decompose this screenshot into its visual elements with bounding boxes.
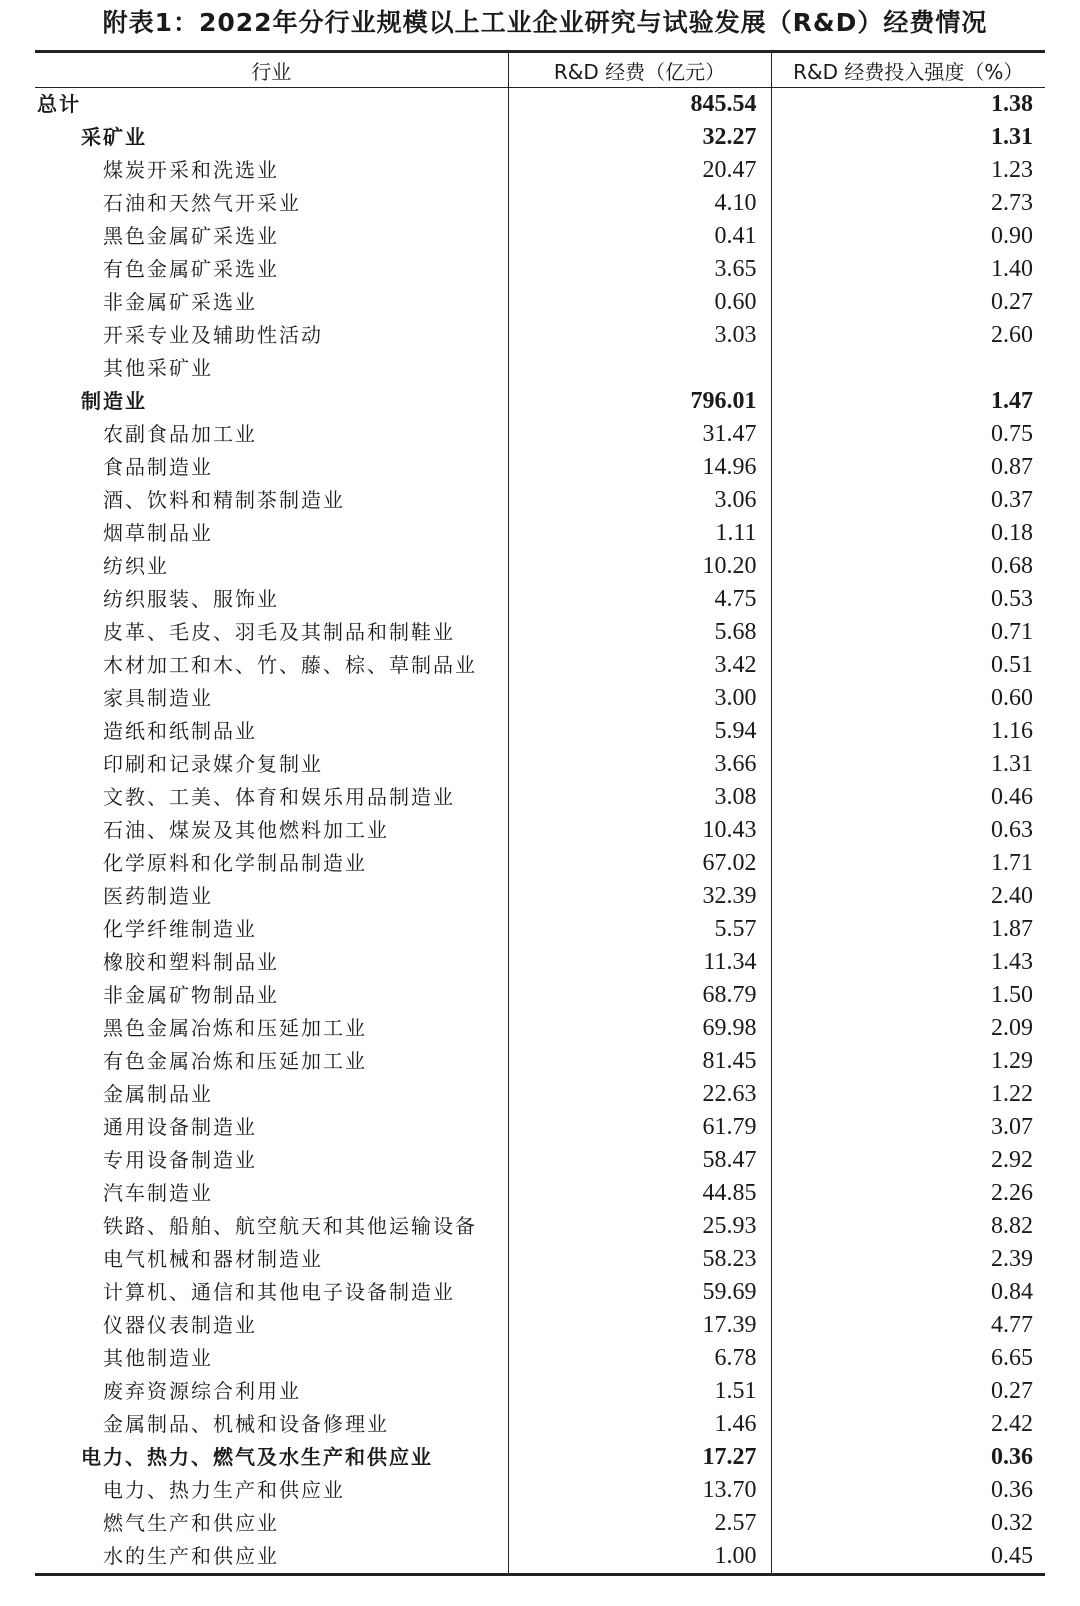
rd-intensity-cell: 1.31: [771, 748, 1045, 781]
rd-intensity-cell: 0.63: [771, 814, 1045, 847]
rd-expenditure-cell: 3.42: [508, 649, 771, 682]
table-row: [35, 748, 1045, 781]
table-row: [35, 1375, 1045, 1408]
rd-intensity-cell: 0.27: [771, 286, 1045, 319]
rd-expenditure-cell: 1.51: [508, 1375, 771, 1408]
table-row: [35, 484, 1045, 517]
industry-name-cell: 燃气生产和供应业: [103, 1511, 279, 1535]
rd-intensity-cell: 0.32: [771, 1507, 1045, 1540]
rd-expenditure-cell: 3.08: [508, 781, 771, 814]
industry-name-cell: 食品制造业: [103, 455, 213, 479]
table-row: [35, 1276, 1045, 1309]
rd-intensity-cell: 1.50: [771, 979, 1045, 1012]
table-row: [35, 1078, 1045, 1111]
table-title: 附表1：2022年分行业规模以上工业企业研究与试验发展（R&D）经费情况: [102, 8, 988, 37]
table-row: [35, 286, 1045, 319]
table-row: [35, 1309, 1045, 1342]
table-row: [35, 517, 1045, 550]
rd-intensity-cell: 0.45: [771, 1540, 1045, 1575]
table-row: [35, 1210, 1045, 1243]
rd-expenditure-cell: 67.02: [508, 847, 771, 880]
industry-name-cell: 金属制品业: [103, 1082, 213, 1106]
rd-intensity-cell: [771, 352, 1045, 385]
rd-intensity-cell: 0.75: [771, 418, 1045, 451]
industry-name-cell: 非金属矿采选业: [103, 290, 257, 314]
industry-name-cell: 家具制造业: [103, 686, 213, 710]
table-row: [35, 1540, 1045, 1575]
rd-expenditure-cell: 32.39: [508, 880, 771, 913]
rd-intensity-cell: 0.46: [771, 781, 1045, 814]
rd-expenditure-cell: 5.68: [508, 616, 771, 649]
rd-intensity-cell: 0.84: [771, 1276, 1045, 1309]
rd-expenditure-table: [35, 50, 1045, 1576]
rd-expenditure-cell: 22.63: [508, 1078, 771, 1111]
rd-intensity-cell: 2.39: [771, 1243, 1045, 1276]
rd-expenditure-cell: 81.45: [508, 1045, 771, 1078]
rd-expenditure-cell: 796.01: [508, 385, 771, 418]
rd-expenditure-cell: 58.23: [508, 1243, 771, 1276]
rd-intensity-cell: 2.92: [771, 1144, 1045, 1177]
rd-intensity-cell: 0.27: [771, 1375, 1045, 1408]
table-row: [35, 616, 1045, 649]
header-rd-expenditure: R&D 经费（亿元）: [508, 52, 771, 88]
rd-intensity-cell: 1.38: [771, 88, 1045, 122]
rd-expenditure-cell: 845.54: [508, 88, 771, 122]
rd-intensity-cell: 1.23: [771, 154, 1045, 187]
table-row: [35, 1342, 1045, 1375]
rd-intensity-cell: 0.18: [771, 517, 1045, 550]
rd-expenditure-cell: 3.65: [508, 253, 771, 286]
rd-expenditure-cell: 20.47: [508, 154, 771, 187]
rd-intensity-cell: 0.51: [771, 649, 1045, 682]
rd-expenditure-cell: 32.27: [508, 121, 771, 154]
table-row: [35, 154, 1045, 187]
industry-name-cell: 烟草制品业: [103, 521, 213, 545]
rd-intensity-cell: 2.42: [771, 1408, 1045, 1441]
rd-expenditure-cell: 68.79: [508, 979, 771, 1012]
rd-expenditure-cell: 4.10: [508, 187, 771, 220]
industry-name-cell: 专用设备制造业: [103, 1148, 257, 1172]
rd-intensity-cell: 2.73: [771, 187, 1045, 220]
industry-name-cell: 采矿业: [81, 125, 147, 149]
rd-intensity-cell: 3.07: [771, 1111, 1045, 1144]
rd-expenditure-cell: 59.69: [508, 1276, 771, 1309]
industry-name-cell: 仪器仪表制造业: [103, 1313, 257, 1337]
rd-expenditure-cell: 1.00: [508, 1540, 771, 1575]
rd-expenditure-cell: 4.75: [508, 583, 771, 616]
rd-expenditure-cell: 69.98: [508, 1012, 771, 1045]
table-row: [35, 814, 1045, 847]
rd-intensity-cell: 1.87: [771, 913, 1045, 946]
industry-name-cell: 造纸和纸制品业: [103, 719, 257, 743]
industry-name-cell: 有色金属矿采选业: [103, 257, 279, 281]
industry-name-cell: 汽车制造业: [103, 1181, 213, 1205]
industry-name-cell: 电气机械和器材制造业: [103, 1247, 323, 1271]
industry-name-cell: 石油、煤炭及其他燃料加工业: [103, 818, 389, 842]
industry-name-cell: 印刷和记录媒介复制业: [103, 752, 323, 776]
rd-intensity-cell: 0.71: [771, 616, 1045, 649]
rd-expenditure-cell: 6.78: [508, 1342, 771, 1375]
industry-name-cell: 其他采矿业: [103, 356, 213, 380]
table-row: [35, 88, 1045, 122]
table-row: [35, 121, 1045, 154]
industry-name-cell: 皮革、毛皮、羽毛及其制品和制鞋业: [103, 620, 455, 644]
rd-expenditure-cell: 1.11: [508, 517, 771, 550]
table-row: [35, 880, 1045, 913]
table-body: [35, 88, 1045, 1575]
industry-name-cell: 计算机、通信和其他电子设备制造业: [103, 1280, 455, 1304]
rd-expenditure-cell: 25.93: [508, 1210, 771, 1243]
table-row: [35, 1111, 1045, 1144]
rd-intensity-cell: 1.22: [771, 1078, 1045, 1111]
rd-intensity-cell: 8.82: [771, 1210, 1045, 1243]
table-row: [35, 1507, 1045, 1540]
industry-name-cell: 医药制造业: [103, 884, 213, 908]
table-row: [35, 385, 1045, 418]
rd-intensity-cell: 2.40: [771, 880, 1045, 913]
rd-expenditure-cell: 0.60: [508, 286, 771, 319]
table-row: [35, 1474, 1045, 1507]
rd-expenditure-cell: 5.94: [508, 715, 771, 748]
rd-intensity-cell: 0.60: [771, 682, 1045, 715]
rd-expenditure-cell: 3.66: [508, 748, 771, 781]
rd-intensity-cell: 0.36: [771, 1474, 1045, 1507]
table-row: [35, 583, 1045, 616]
industry-name-cell: 黑色金属矿采选业: [103, 224, 279, 248]
rd-expenditure-cell: 17.27: [508, 1441, 771, 1474]
table-row: [35, 1408, 1045, 1441]
industry-name-cell: 煤炭开采和洗选业: [103, 158, 279, 182]
table-row: [35, 418, 1045, 451]
industry-name-cell: 酒、饮料和精制茶制造业: [103, 488, 345, 512]
industry-name-cell: 农副食品加工业: [103, 422, 257, 446]
industry-name-cell: 黑色金属冶炼和压延加工业: [103, 1016, 367, 1040]
rd-intensity-cell: 4.77: [771, 1309, 1045, 1342]
industry-name-cell: 非金属矿物制品业: [103, 983, 279, 1007]
rd-expenditure-cell: 3.03: [508, 319, 771, 352]
industry-name-cell: 制造业: [81, 389, 147, 413]
industry-name-cell: 文教、工美、体育和娱乐用品制造业: [103, 785, 455, 809]
industry-name-cell: 通用设备制造业: [103, 1115, 257, 1139]
rd-expenditure-cell: 10.20: [508, 550, 771, 583]
rd-intensity-cell: 1.71: [771, 847, 1045, 880]
rd-intensity-cell: 1.16: [771, 715, 1045, 748]
table-row: [35, 946, 1045, 979]
industry-name-cell: 石油和天然气开采业: [103, 191, 301, 215]
rd-intensity-cell: 0.87: [771, 451, 1045, 484]
industry-name-cell: 化学原料和化学制品制造业: [103, 851, 367, 875]
table-row: [35, 187, 1045, 220]
table-row: [35, 847, 1045, 880]
rd-intensity-cell: 2.09: [771, 1012, 1045, 1045]
table-row: [35, 1012, 1045, 1045]
rd-intensity-cell: 2.60: [771, 319, 1045, 352]
rd-expenditure-cell: 44.85: [508, 1177, 771, 1210]
table-header-row: [35, 52, 1045, 88]
header-rd-intensity: R&D 经费投入强度（%）: [771, 52, 1045, 88]
rd-expenditure-cell: 11.34: [508, 946, 771, 979]
table-row: [35, 1243, 1045, 1276]
rd-intensity-cell: 0.68: [771, 550, 1045, 583]
rd-intensity-cell: 0.37: [771, 484, 1045, 517]
rd-expenditure-cell: 31.47: [508, 418, 771, 451]
table-row: [35, 715, 1045, 748]
table-row: [35, 1045, 1045, 1078]
table-row: [35, 781, 1045, 814]
rd-expenditure-cell: 5.57: [508, 913, 771, 946]
rd-intensity-cell: 1.47: [771, 385, 1045, 418]
industry-name-cell: 电力、热力、燃气及水生产和供应业: [81, 1445, 433, 1469]
rd-intensity-cell: 6.65: [771, 1342, 1045, 1375]
industry-name-cell: 金属制品、机械和设备修理业: [103, 1412, 389, 1436]
rd-intensity-cell: 1.43: [771, 946, 1045, 979]
rd-expenditure-cell: 13.70: [508, 1474, 771, 1507]
industry-name-cell: 有色金属冶炼和压延加工业: [103, 1049, 367, 1073]
table-row: [35, 1144, 1045, 1177]
rd-intensity-cell: 2.26: [771, 1177, 1045, 1210]
table-row: [35, 1177, 1045, 1210]
table-row: [35, 979, 1045, 1012]
rd-expenditure-cell: 17.39: [508, 1309, 771, 1342]
industry-name-cell: 纺织业: [103, 554, 169, 578]
rd-intensity-cell: 0.36: [771, 1441, 1045, 1474]
table-row: [35, 913, 1045, 946]
table-row: [35, 1441, 1045, 1474]
industry-name-cell: 化学纤维制造业: [103, 917, 257, 941]
rd-expenditure-cell: 61.79: [508, 1111, 771, 1144]
industry-name-cell: 橡胶和塑料制品业: [103, 950, 279, 974]
rd-intensity-cell: 0.90: [771, 220, 1045, 253]
industry-name-cell: 纺织服装、服饰业: [103, 587, 279, 611]
rd-expenditure-cell: [508, 352, 771, 385]
table-row: [35, 682, 1045, 715]
rd-expenditure-cell: 14.96: [508, 451, 771, 484]
rd-expenditure-cell: 1.46: [508, 1408, 771, 1441]
rd-intensity-cell: 1.40: [771, 253, 1045, 286]
rd-expenditure-cell: 2.57: [508, 1507, 771, 1540]
rd-expenditure-cell: 10.43: [508, 814, 771, 847]
industry-name-cell: 开采专业及辅助性活动: [103, 323, 323, 347]
rd-expenditure-cell: 58.47: [508, 1144, 771, 1177]
rd-expenditure-cell: 0.41: [508, 220, 771, 253]
rd-intensity-cell: 1.29: [771, 1045, 1045, 1078]
industry-name-cell: 水的生产和供应业: [35, 1540, 508, 1575]
industry-name-cell: 铁路、船舶、航空航天和其他运输设备: [103, 1214, 477, 1238]
table-row: [35, 253, 1045, 286]
rd-expenditure-cell: 3.00: [508, 682, 771, 715]
industry-name-cell: 其他制造业: [103, 1346, 213, 1370]
table-row: [35, 319, 1045, 352]
rd-expenditure-cell: 3.06: [508, 484, 771, 517]
industry-name-cell: 木材加工和木、竹、藤、棕、草制品业: [103, 653, 477, 677]
table-row: [35, 220, 1045, 253]
rd-intensity-cell: 0.53: [771, 583, 1045, 616]
table-row: [35, 649, 1045, 682]
industry-name-cell: 电力、热力生产和供应业: [103, 1478, 345, 1502]
table-row: [35, 550, 1045, 583]
rd-intensity-cell: 1.31: [771, 121, 1045, 154]
table-row: [35, 352, 1045, 385]
table-row: [35, 451, 1045, 484]
industry-name-cell: 总计: [37, 92, 81, 116]
header-industry: 行业: [35, 52, 508, 88]
industry-name-cell: 废弃资源综合利用业: [103, 1379, 301, 1403]
